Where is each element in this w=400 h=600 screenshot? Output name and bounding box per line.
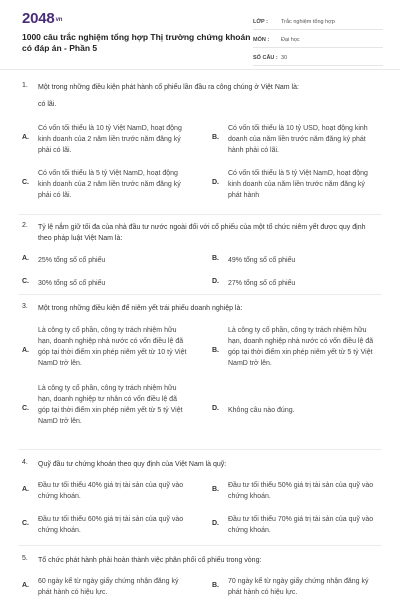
question-number: 4. bbox=[22, 459, 28, 466]
question-number: 3. bbox=[22, 303, 28, 310]
question-text: Quỹ đầu tư chứng khoán theo quy định của Việt Nam là quỹ: bbox=[38, 461, 227, 468]
question-number: 1. bbox=[22, 82, 28, 89]
question-text: Một trong những điều kiện phát hành cổ phiếu lần đầu ra công chúng ở Việt Nam là: bbox=[38, 84, 299, 91]
question-number: 5. bbox=[22, 555, 28, 562]
question-separator bbox=[18, 449, 382, 450]
document-title: 1000 câu trắc nghiệm tổng hợp Thị trường chứng khoán có đáp án - Phần 5 bbox=[22, 32, 251, 53]
meta-question-count: SỐ CÂU : 30 bbox=[253, 50, 383, 66]
question-5: 5. Tổ chức phát hành phải hoàn thành việc phân phối cổ phiếu trong vòng: A. 60 ngày kể từ ngày giấy chứng nhận đăng ký phát hành có hiệu lực. B. 70 ngày kể từ ngày giấy chứng nhận đăng ký phát hành có hiệu lực. bbox=[22, 555, 382, 600]
question-3: 3. Một trong những điều kiện để niêm yết trái phiếu doanh nghiệp là: A. Là công ty cổ phần, công ty trách nhiệm hữu hạn, doanh nghiệp nhà nước có vốn điều lệ đã góp tại thời điểm xin phép niêm yết từ 10 tỷ Việt NamD trở lên. B. Là công ty cổ phần, công ty trách nhiệm hữu hạn, doanh nghiệp nhà nước có vốn điều lệ đã góp tại thời điểm xin phép niêm yết từ 5 tỷ Việt NamD trở lên. C. Là công ty cổ phần, công ty trách nhiệm hữu hạn, doanh nghiệp tư nhân có vốn điều lệ đã góp tại thời điểm xin phép niêm yết từ 5 tỷ Việt NamD trở lên. D. Không câu nào đúng. bbox=[22, 303, 382, 448]
question-2: 2. Tỷ lệ nắm giữ tối đa của nhà đầu tư nước ngoài đối với cổ phiếu của một tổ chức niêm yết được quy định theo pháp luật Việt Nam là: A. 25% tổng số cổ phiếu B. 49% tổng số cổ phiếu C. 30% tổng số cổ phiếu D. 27% tổng số cổ phiếu bbox=[22, 222, 382, 292]
meta-class: LỚP : Trắc nghiệm tổng hợp bbox=[253, 14, 383, 30]
meta-subject: MÔN : Đại học bbox=[253, 32, 383, 48]
question-number: 2. bbox=[22, 222, 28, 229]
question-intro: có lãi. bbox=[38, 101, 57, 108]
question-1: 1. Một trong những điều kiện phát hành cổ phiếu lần đầu ra công chúng ở Việt Nam là: có lãi. A. Có vốn tối thiểu là 10 tỷ Việt NamD, hoạt động kinh doanh của 2 năm liền trước năm đăng ký phải có lãi. B. Có vốn tối thiểu là 10 tỷ USD, hoạt động kinh doanh của năm liền trước năm đăng ký phát hành phải có lãi. C. Có vốn tối thiểu là 5 tỷ Việt NamD, hoạt động kinh doanh của 2 năm liền trước năm đăng ký phải có lãi. D. Có vốn tối thiểu là 5 tỷ Việt NamD, hoạt động kinh doanh của năm liền trước năm đăng ký phát hành bbox=[22, 82, 382, 212]
question-text: Tổ chức phát hành phải hoàn thành việc phân phối cổ phiếu trong vòng: bbox=[38, 557, 262, 564]
question-text: Một trong những điều kiện để niêm yết trái phiếu doanh nghiệp là: bbox=[38, 305, 243, 312]
question-separator bbox=[18, 294, 382, 295]
question-4: 4. Quỹ đầu tư chứng khoán theo quy định của Việt Nam là quỹ: A. Đầu tư tối thiểu 40% giá trị tài sản của quỹ vào chứng khoán. B. Đầu tư tối thiểu 50% giá trị tài sản của quỹ vào chứng khoán. C. Đầu tư tối thiểu 60% giá trị tài sản của quỹ vào chứng khoán. D. Đầu tư tối thiểu 70% giá trị tài sản của quỹ vào chứng khoán. bbox=[22, 459, 382, 544]
question-text: Tỷ lệ nắm giữ tối đa của nhà đầu tư nước ngoài đối với cổ phiếu của một tổ chức niêm yết được quy định theo pháp luật Việt Nam là: bbox=[38, 224, 366, 242]
site-logo[interactable]: 2048vn bbox=[22, 10, 63, 27]
question-separator bbox=[18, 214, 382, 215]
question-separator bbox=[18, 545, 382, 546]
